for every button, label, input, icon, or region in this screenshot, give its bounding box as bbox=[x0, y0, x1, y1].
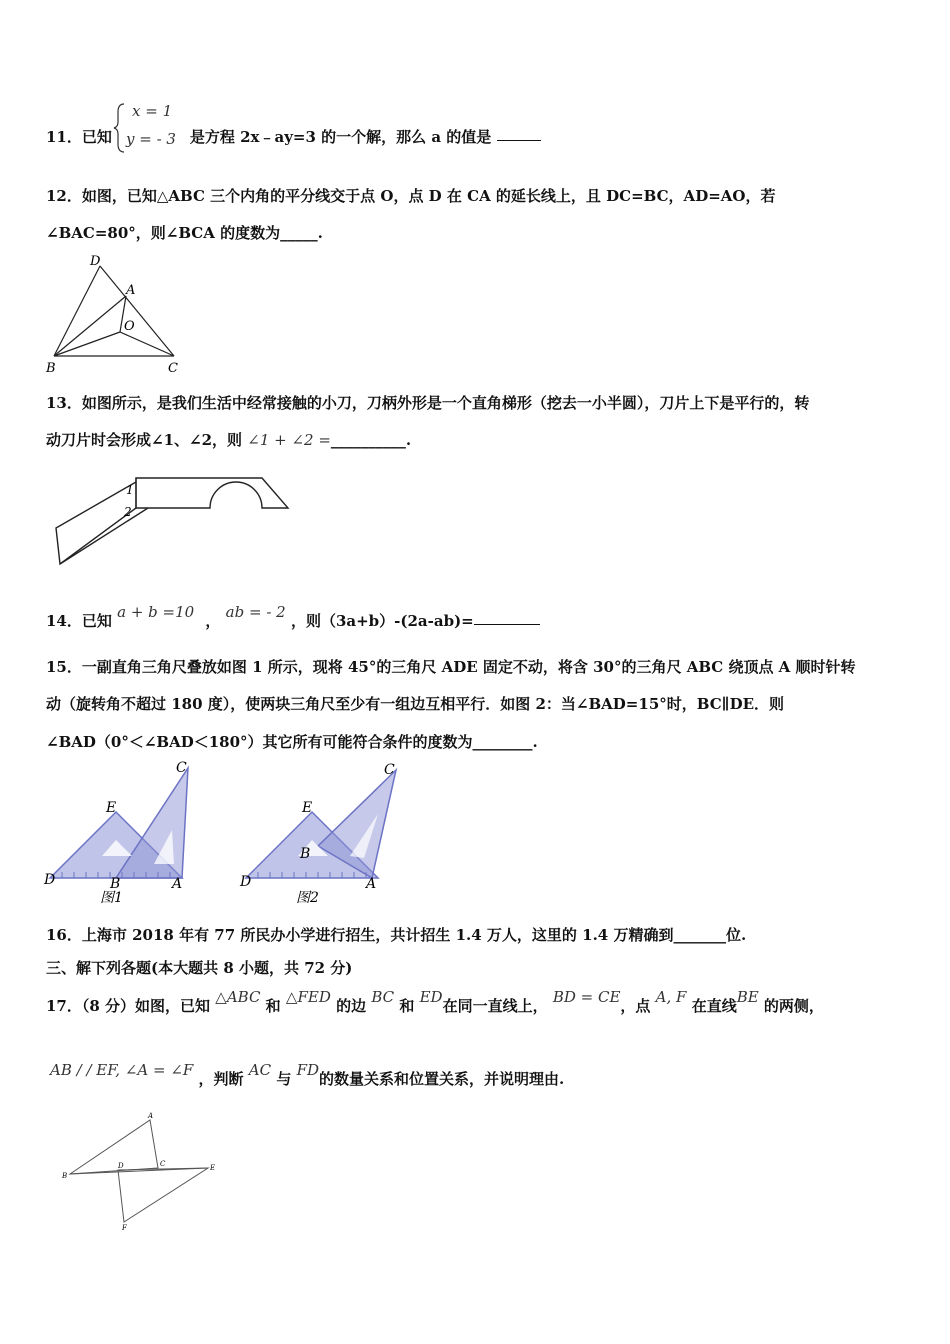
q17-ac: AC bbox=[248, 1061, 272, 1079]
q17-label-f: F bbox=[122, 1224, 127, 1232]
q17-word-point: ，点 bbox=[620, 997, 651, 1015]
section-3-title: 三、解下列各题(本大题共 8 小题，共 72 分) bbox=[46, 959, 353, 977]
q14-expr-2: ab = - 2 bbox=[225, 603, 286, 621]
fig1-caption: 图1 bbox=[100, 890, 123, 906]
fig1-label-a: A bbox=[172, 876, 183, 892]
question-12-line-2: ∠BAC=80°，则∠BCA 的度数为_____. bbox=[46, 224, 323, 242]
q13-blank: __________. bbox=[330, 431, 412, 449]
q17-fd: FD bbox=[296, 1061, 320, 1079]
q17-word-judge: ，判断 bbox=[198, 1070, 244, 1088]
fig1-label-b: B bbox=[110, 876, 121, 892]
q13-knife-figure bbox=[50, 468, 300, 572]
q12-label-a: A bbox=[126, 283, 136, 298]
q15-figure-2 bbox=[238, 760, 408, 908]
fig2-label-e: E bbox=[302, 800, 313, 816]
q17-word-he-2: 和 bbox=[399, 997, 415, 1015]
fig2-label-b: B bbox=[300, 846, 311, 862]
q17-label-d: D bbox=[118, 1162, 124, 1170]
q14-number: 14．已知 bbox=[46, 612, 112, 630]
question-17-line-1 bbox=[46, 988, 910, 1017]
q11-text: 是方程 2x﹣ay=3 的一个解，那么 a 的值是 bbox=[189, 128, 492, 146]
question-13-line-1: 13．如图所示，是我们生活中经常接触的小刀，刀柄外形是一个直角梯形（挖去一小半圆），刀片上下是平行的，转 bbox=[46, 394, 810, 412]
q17-word-sides: 的两侧， bbox=[763, 997, 824, 1015]
fig2-caption: 图2 bbox=[296, 890, 319, 906]
q13-angle-1: 1 bbox=[126, 483, 134, 497]
q17-word-on: 在直线 bbox=[691, 997, 737, 1015]
q12-label-d: D bbox=[90, 254, 101, 269]
q17-af: A, F bbox=[655, 988, 687, 1006]
question-15-line-2: 动（旋转角不超过 180 度），使两块三角尺至少有一组边互相平行．如图 2：当∠BAD=15°时，BC∥DE．则 bbox=[46, 695, 785, 713]
q12-figure bbox=[40, 252, 190, 374]
q13-math: ∠1 + ∠2 = bbox=[247, 431, 331, 449]
q11-number: 11．已知 bbox=[46, 128, 112, 146]
q17-bc: BC bbox=[371, 988, 395, 1006]
q14-sep: ， bbox=[205, 612, 221, 630]
question-12-line-1: 12．如图，已知△ABC 三个内角的平分线交于点 O，点 D 在 CA 的延长线上，且 DC=BC，AD=AO，若 bbox=[46, 187, 776, 205]
q17-label-c: C bbox=[160, 1160, 166, 1168]
q17-condition: AB / / EF, ∠A = ∠F bbox=[50, 1061, 194, 1079]
q17-word-with: 与 bbox=[276, 1070, 292, 1088]
q17-tri-abc: △ABC bbox=[215, 988, 261, 1006]
q11-eq-x: x = 1 bbox=[132, 102, 173, 120]
fig1-label-d: D bbox=[44, 872, 56, 888]
q17-word-he-1: 和 bbox=[265, 997, 281, 1015]
q13-angle-2: 2 bbox=[124, 505, 132, 519]
q17-label-a: A bbox=[148, 1112, 154, 1120]
q12-label-c: C bbox=[168, 361, 178, 374]
fig2-label-a: A bbox=[366, 876, 377, 892]
question-15-line-3: ∠BAD（0°＜∠BAD＜180°）其它所有可能符合条件的度数为________. bbox=[46, 733, 538, 751]
q17-ed: ED bbox=[419, 988, 443, 1006]
q17-figure bbox=[56, 1108, 226, 1234]
q17-word-line: 在同一直线上， bbox=[442, 997, 548, 1015]
fig1-label-c: C bbox=[176, 760, 187, 776]
q17-bd-ce: BD = CE bbox=[552, 988, 621, 1006]
q11-blank bbox=[497, 126, 541, 141]
question-17-line-2 bbox=[46, 1061, 910, 1090]
q14-text: ，则（3a+b）-(2a-ab)= bbox=[290, 612, 474, 630]
q17-tri-fed: △FED bbox=[285, 988, 331, 1006]
fig2-label-c: C bbox=[384, 762, 395, 778]
fig2-label-d: D bbox=[240, 874, 252, 890]
question-13-line-2 bbox=[46, 429, 910, 451]
q17-word-end: 的数量关系和位置关系，并说明理由. bbox=[319, 1070, 565, 1088]
question-16: 16．上海市 2018 年有 77 所民办小学进行招生，共计招生 1.4 万人，这里的 1.4 万精确到_______位. bbox=[46, 926, 747, 944]
q15-figure-1 bbox=[42, 760, 202, 908]
q17-number: 17．（8 分）如图，已知 bbox=[46, 997, 211, 1015]
q14-expr-1: a + b =10 bbox=[117, 603, 195, 621]
q12-label-b: B bbox=[46, 361, 56, 374]
q17-label-b: B bbox=[62, 1172, 68, 1180]
q13-text: 动刀片时会形成∠1、∠2，则 bbox=[46, 431, 243, 449]
question-15-line-1: 15．一副直角三角尺叠放如图 1 所示，现将 45°的三角尺 ADE 固定不动，将含 30°的三角尺 ABC 绕顶点 A 顺时针转 bbox=[46, 658, 856, 676]
q14-blank bbox=[474, 610, 540, 625]
question-14 bbox=[46, 603, 910, 632]
q17-be: BE bbox=[736, 988, 759, 1006]
fig1-label-e: E bbox=[106, 800, 117, 816]
q17-word-edge: 的边 bbox=[336, 997, 367, 1015]
q12-label-o: O bbox=[124, 319, 135, 334]
q17-label-e: E bbox=[210, 1164, 216, 1172]
q11-eq-y: y = - 3 bbox=[126, 130, 176, 148]
